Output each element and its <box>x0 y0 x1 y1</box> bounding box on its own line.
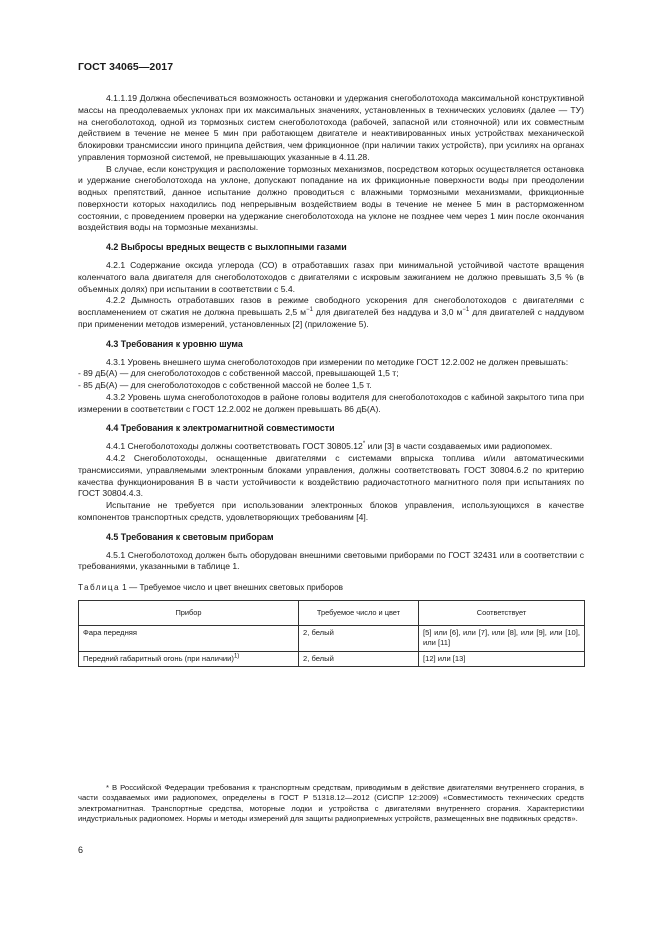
text-4-4-1-part-a: 4.4.1 Снегоболотоходы должны соответствовать ГОСТ 30805.12 <box>106 441 363 452</box>
note-marker: 1) <box>233 653 240 660</box>
table-row <box>79 651 585 667</box>
superscript-minus-one: −1 <box>306 307 313 314</box>
body-text <box>78 93 584 667</box>
page-number: 6 <box>78 845 84 855</box>
list-item-89db: - 89 дБ(А) — для снегоболотоходов с собственной массой, превышающей 1,5 т; <box>78 368 399 379</box>
footnote-marker: * <box>362 441 366 448</box>
column-header-count-color: Требуемое число и цвет <box>299 600 419 625</box>
text-4-2-2-part-c: для двигателей с наддувом при применении методов измерений, установленных [2] (приложение 5). <box>78 307 584 329</box>
table-caption <box>78 582 584 594</box>
table-caption-word: Таблица <box>78 583 120 592</box>
paragraph-4-4-1 <box>78 441 584 453</box>
cell-device: Фара передняя <box>79 625 299 651</box>
superscript-minus-one: −1 <box>462 307 470 314</box>
section-heading-4-3: 4.3 Требования к уровню шума <box>106 338 243 349</box>
cell-conforms: [5] или [6], или [7], или [8], или [9], или [10], или [11] <box>419 625 585 651</box>
column-header-conforms: Соответствует <box>419 600 585 625</box>
table-row <box>79 625 585 651</box>
paragraph-4-5-1: 4.5.1 Снегоболотоход должен быть оборудован внешними световыми приборами по ГОСТ 32431 или в соответствии с требованиями, указанными в таблице 1. <box>78 549 584 572</box>
text-4-2-2-part-b: для двигателей без наддува и 3,0 м <box>312 307 463 317</box>
cell-conforms: [12] или [13] <box>419 651 585 667</box>
paragraph-4-1-1-19: 4.1.1.19 Должна обеспечиваться возможность остановки и удержания снегоболотохода максимальной конструктивной массы на преодолеваемых уклонах при их максимальных значениях, установленных в технических условиях (далее — ТУ) на снегоболотоход, одной из тормозных систем снегоболотохода (рабочей, запасной или стояночной) или их совместным действием в течение не менее 5 мин при работающем двигателе и неактивированных иных устройствах механической блокировки трансмиссии иного принципа действия, чем фрикционное (при наличии таких устройств), при усилиях на органах управления тормозной системой, не превышающих указанные в 4.11.28. <box>78 93 584 162</box>
footnote <box>78 783 584 824</box>
list-item-85db: - 85 дБ(А) — для снегоболотоходов с собственной массой не более 1,5 т. <box>78 380 372 390</box>
paragraph-4-2-1: 4.2.1 Содержание оксида углерода (СО) в отработавших газах при минимальной устойчивой частоте вращения коленчатого вала двигателя для снегоболотоходов с двигателями с искровым зажиганием не должно превышать 3,5 % (в объемных долях) при испытании в соответствии с 5.4. <box>78 260 584 294</box>
cell-count-color: 2, белый <box>299 625 419 651</box>
paragraph-4-3-1: 4.3.1 Уровень внешнего шума снегоболотоходов при измерении по методике ГОСТ 12.2.002 не должен превышать: <box>106 356 569 367</box>
text-4-4-1-part-b: или [3] в части создаваемых ими радиопомех. <box>365 441 553 452</box>
cell-count-color: 2, белый <box>299 651 419 667</box>
document-header: ГОСТ 34065—2017 <box>78 61 174 73</box>
table-caption-title: 1 — Требуемое число и цвет внешних световых приборов <box>119 583 343 592</box>
paragraph-4-3-2: 4.3.2 Уровень шума снегоболотоходов в районе головы водителя для снегоболотоходов с кабиной закрытого типа при измерении в соответствии с ГОСТ 12.2.002 не должен превышать 86 дБ(А). <box>78 391 584 414</box>
paragraph-4-2-2 <box>78 295 584 330</box>
section-heading-4-2: 4.2 Выбросы вредных веществ с выхлопными газами <box>106 242 347 252</box>
lighting-devices-table <box>78 600 585 668</box>
column-header-device: Прибор <box>79 600 299 625</box>
paragraph-wet-brakes: В случае, если конструкция и расположение тормозных механизмов, посредством которых осуществляется остановка и удержание снегоболотохода на уклоне, допускают попадание на их фрикционные поверхности воды при преодолении водных препятствий, данное испытание должно проводиться с влажными тормозными механизмами, фрикционные поверхности которых находились под непрерывным воздействием воды в течение не менее 5 мин в расторможенном состоянии, с проведением проверки на удержание снегоболотохода на уклоне не позднее чем через 1 мин после окончания воздействия воды на тормозные механизмы. <box>78 163 584 233</box>
section-heading-4-5: 4.5 Требования к световым приборам <box>106 531 274 542</box>
section-heading-4-4: 4.4 Требования к электромагнитной совместимости <box>106 423 335 434</box>
paragraph-4-4-3: Испытание не требуется при использовании электронных блоков управления, использующихся в качестве компонентов транспортных средств, удовлетворяющих требованиям [4]. <box>78 500 584 522</box>
cell-device-text: Передний габаритный огонь (при наличии) <box>83 653 234 663</box>
table-header-row <box>79 600 585 625</box>
text-4-2-2-part-a: 4.2.2 Дымность отработавших газов в режиме свободного ускорения для снегоболотоходов с двигателями с воспламенением от сжатия не должна превышать 2,5 м <box>78 295 584 317</box>
paragraph-4-4-2: 4.4.2 Снегоболотоходы, оснащенные двигателями с системами впрыска топлива и/или автоматическими трансмиссиями, управляемыми электронным блоками управления, должны соответствовать ГОСТ 30804.6.2 по критерию качества функционирования В в части устойчивости к воздействию радиочастотного магнитного поля при испытаниях по ГОСТ 30804.4.3. <box>78 453 584 499</box>
cell-device <box>79 651 299 667</box>
footnote-text: * В Российской Федерации требования к транспортным средствам, приводимым в действие двигателями внутреннего сгорания, в части создаваемых ими радиопомех, определены в ГОСТ Р 51318.12—2012 (СИСПР 12:2009) «Совместимость технических средств электромагнитная. Транспортные средства, моторные лодки и устройства с двигателями внутреннего сгорания. Характеристики индустриальных радиопомех. Нормы и методы измерений для защиты радиоприемных устройств, размещенных вне подвижных средств». <box>78 783 584 823</box>
